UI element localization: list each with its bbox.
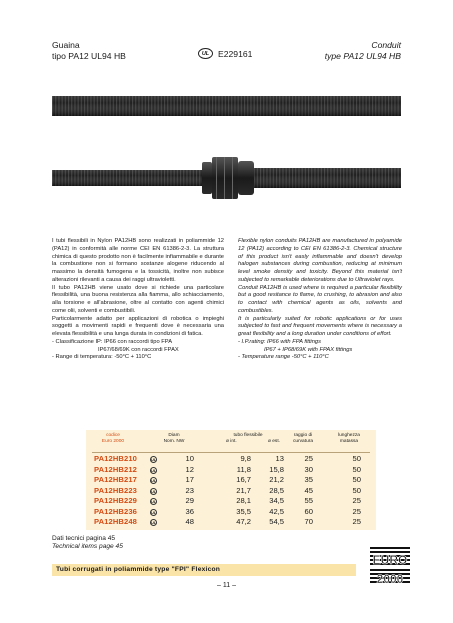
tech-ref-it: Dati tecnici pagina 45 [52, 535, 116, 542]
cell-len: 50 [352, 485, 361, 495]
header-tubo-int: ø int. [226, 439, 237, 444]
table-row [86, 486, 376, 497]
table-header [86, 433, 376, 451]
ul-icon: UL [151, 478, 157, 483]
ul-certification-icon: UL [198, 48, 213, 59]
cell-int: 35,5 [236, 506, 251, 516]
euro-2000-logo-icon [370, 545, 410, 587]
cell-int: 16,7 [236, 475, 251, 484]
cell-len: 50 [352, 475, 361, 484]
ul-icon: UL [151, 499, 157, 504]
paragraph: Il tubo PA12HB viene usato dove si richiede una particolare flessibilità, una buona resistenza alla fiamma, allo schiacciamento, alla torsione e all'abrasione, oltre al contatto con agenti chimici come olii, solventi e combustibili. [52, 284, 224, 314]
cell-int: 9,8 [240, 454, 251, 463]
cell-code: PA12HB229 [94, 496, 137, 505]
cell-raggio: 35 [304, 475, 313, 484]
cert-number: E229161 [218, 48, 253, 59]
cell-est: 42,5 [269, 506, 284, 516]
cell-len: 50 [352, 454, 361, 463]
cell-raggio: 55 [304, 496, 313, 505]
header-codice-sub: Euro 2000 [101, 439, 125, 444]
header-raggio-sub: curvatura [293, 439, 313, 444]
header-lunghezza [330, 433, 368, 445]
cell-diam: 29 [185, 496, 194, 505]
bullet-ip-rating: - Classificazione IP: IP66 con raccordi tipo FPA [52, 338, 173, 345]
product-type-it: tipo PA12 UL94 HB [52, 51, 126, 61]
product-table [86, 430, 376, 530]
table-row [86, 475, 376, 486]
technical-reference [52, 535, 123, 551]
cell-code: PA12HB210 [94, 454, 137, 463]
header-left [52, 40, 126, 62]
cell-int: 28,1 [236, 496, 251, 505]
header-diam-sub: Nom. NW [163, 439, 185, 444]
bullet-temperature: - Range di temperatura: -50°C + 110°C [52, 354, 152, 361]
header-raggio-label: raggio di [293, 433, 313, 438]
bullet-temperature: - Temperature range -50°C + 110°C [238, 354, 329, 361]
cell-diam: 10 [185, 454, 194, 463]
header-diam [158, 433, 190, 445]
bullet-ip-rating: - I.P.rating: IP66 with FPA fittings [238, 338, 321, 345]
cell-code: PA12HB223 [94, 485, 137, 495]
bullet-ip-rating-cont: IP67/68/69K con raccordi FPAX [98, 346, 179, 353]
ul-icon: UL [151, 457, 157, 462]
cell-diam: 17 [185, 475, 194, 484]
description-italian [52, 238, 224, 362]
footer-band: Tubi corrugati in poliammide type "FPI" Flexicon [52, 564, 356, 576]
cell-raggio: 60 [304, 506, 313, 516]
description-english [238, 238, 402, 362]
cell-diam: 48 [185, 517, 194, 526]
cell-len: 25 [352, 496, 361, 505]
cell-est: 34,5 [269, 496, 284, 505]
cell-raggio: 25 [304, 454, 313, 463]
cell-int: 47,2 [236, 517, 251, 526]
cell-raggio: 70 [304, 517, 313, 526]
table-row [86, 454, 376, 465]
header-tubo-sub [212, 439, 284, 445]
euro-2000-logo [370, 545, 410, 587]
table-row [86, 507, 376, 518]
cell-est: 28,5 [269, 485, 284, 495]
table-row [86, 517, 376, 528]
header-raggio [284, 433, 322, 445]
cell-diam: 12 [185, 464, 194, 474]
cell-est: 15,8 [269, 464, 284, 474]
header-right [325, 40, 401, 62]
cell-raggio: 45 [304, 485, 313, 495]
table-body [86, 454, 376, 528]
ul-icon: UL [151, 520, 157, 525]
header-tubo-label: tubo flessibile [233, 433, 263, 438]
header-codice [88, 433, 138, 445]
paragraph: I tubi flessibili in Nylon PA12HB sono realizzati in poliammide 12 (PA12) in conformità alle norme CEI EN 61386-2-3. La struttura chimica di questo prodotto non è facilmente infiammabile e durante la combustione non si formano sostanze alogene riducendo al massimo la densità fumogena e la tossicità, inoltre non subisce alterazioni rilevanti a causa dei raggi ultravioletti. [52, 238, 224, 283]
bullet-ip-rating-cont: IP67 + IP68/69K with FPAX fittings [264, 346, 353, 353]
cell-est: 21,2 [269, 475, 284, 484]
cell-code: PA12HB236 [94, 506, 137, 516]
ul-icon: UL [151, 509, 157, 515]
table-divider [92, 452, 370, 453]
paragraph: It is particularly suited for robotic applications or for uses subjected to fast and frequent movements where is necessary a great flexibility and a long duration under conditions of effort. [238, 315, 402, 337]
cell-code: PA12HB212 [94, 464, 137, 474]
header-codice-label: codice [106, 433, 120, 438]
paragraph: Particolarmente adatto per applicazioni di robotica o impieghi soggetti a movimenti rapidi e frequenti dove è necessaria una elevata flessibilità e una lunga durata in condizioni di fatica. [52, 315, 224, 337]
cell-code: PA12HB217 [94, 475, 137, 484]
ul-icon: UL [151, 467, 157, 473]
product-name-it: Guaina [52, 40, 80, 50]
tech-ref-en: Technical items page 45 [52, 543, 123, 550]
header-lunghezza-sub: matassa [339, 439, 359, 444]
table-row [86, 465, 376, 476]
cell-int: 21,7 [236, 485, 251, 495]
cell-len: 25 [352, 517, 361, 526]
header-tubo [212, 433, 284, 445]
cell-code: PA12HB248 [94, 517, 137, 526]
product-photo [52, 68, 401, 228]
ul-icon: UL [151, 488, 157, 494]
cell-diam: 36 [185, 506, 194, 516]
table-row [86, 496, 376, 507]
logo-text-2000: 2000 [376, 572, 404, 586]
header-diam-label: Diam [168, 433, 180, 438]
header-tubo-est: ø est. [268, 439, 280, 444]
header-lunghezza-label: lunghezza [338, 433, 360, 438]
corrugated-conduit-with-fitting-photo [52, 68, 401, 228]
cell-raggio: 30 [304, 464, 313, 474]
cell-est: 13 [275, 454, 284, 463]
certification [198, 48, 252, 59]
cell-int: 11,8 [236, 464, 251, 474]
logo-text-euro: EURO [372, 553, 408, 567]
cell-len: 50 [352, 464, 361, 474]
product-name-en: Conduit [371, 40, 401, 50]
paragraph: Flexible nylon conduits PA12HB are manufactured in polyamide 12 (PA12) according to CEI EN 61386-2-3. Chemical structure of this product isn't easly inflammable and doesn't develop halogen substances during combustion, reducing at minimum level smoke density and toxicity. Beyond this material isn't subjected to remarkable deteriorations due to Ultraviolet rays. [238, 238, 402, 283]
product-type-en: type PA12 UL94 HB [324, 51, 401, 61]
cell-len: 25 [352, 506, 361, 516]
cell-diam: 23 [185, 485, 194, 495]
page-number: – 11 – [217, 582, 236, 589]
paragraph: Conduit PA12HB is used where is required a particular flexibility but a good resitance to flame, to crushing, to abrasion and also to contact with chemical agents as oils, solvents and combustibles. [238, 284, 402, 314]
cell-est: 54,5 [269, 517, 284, 526]
